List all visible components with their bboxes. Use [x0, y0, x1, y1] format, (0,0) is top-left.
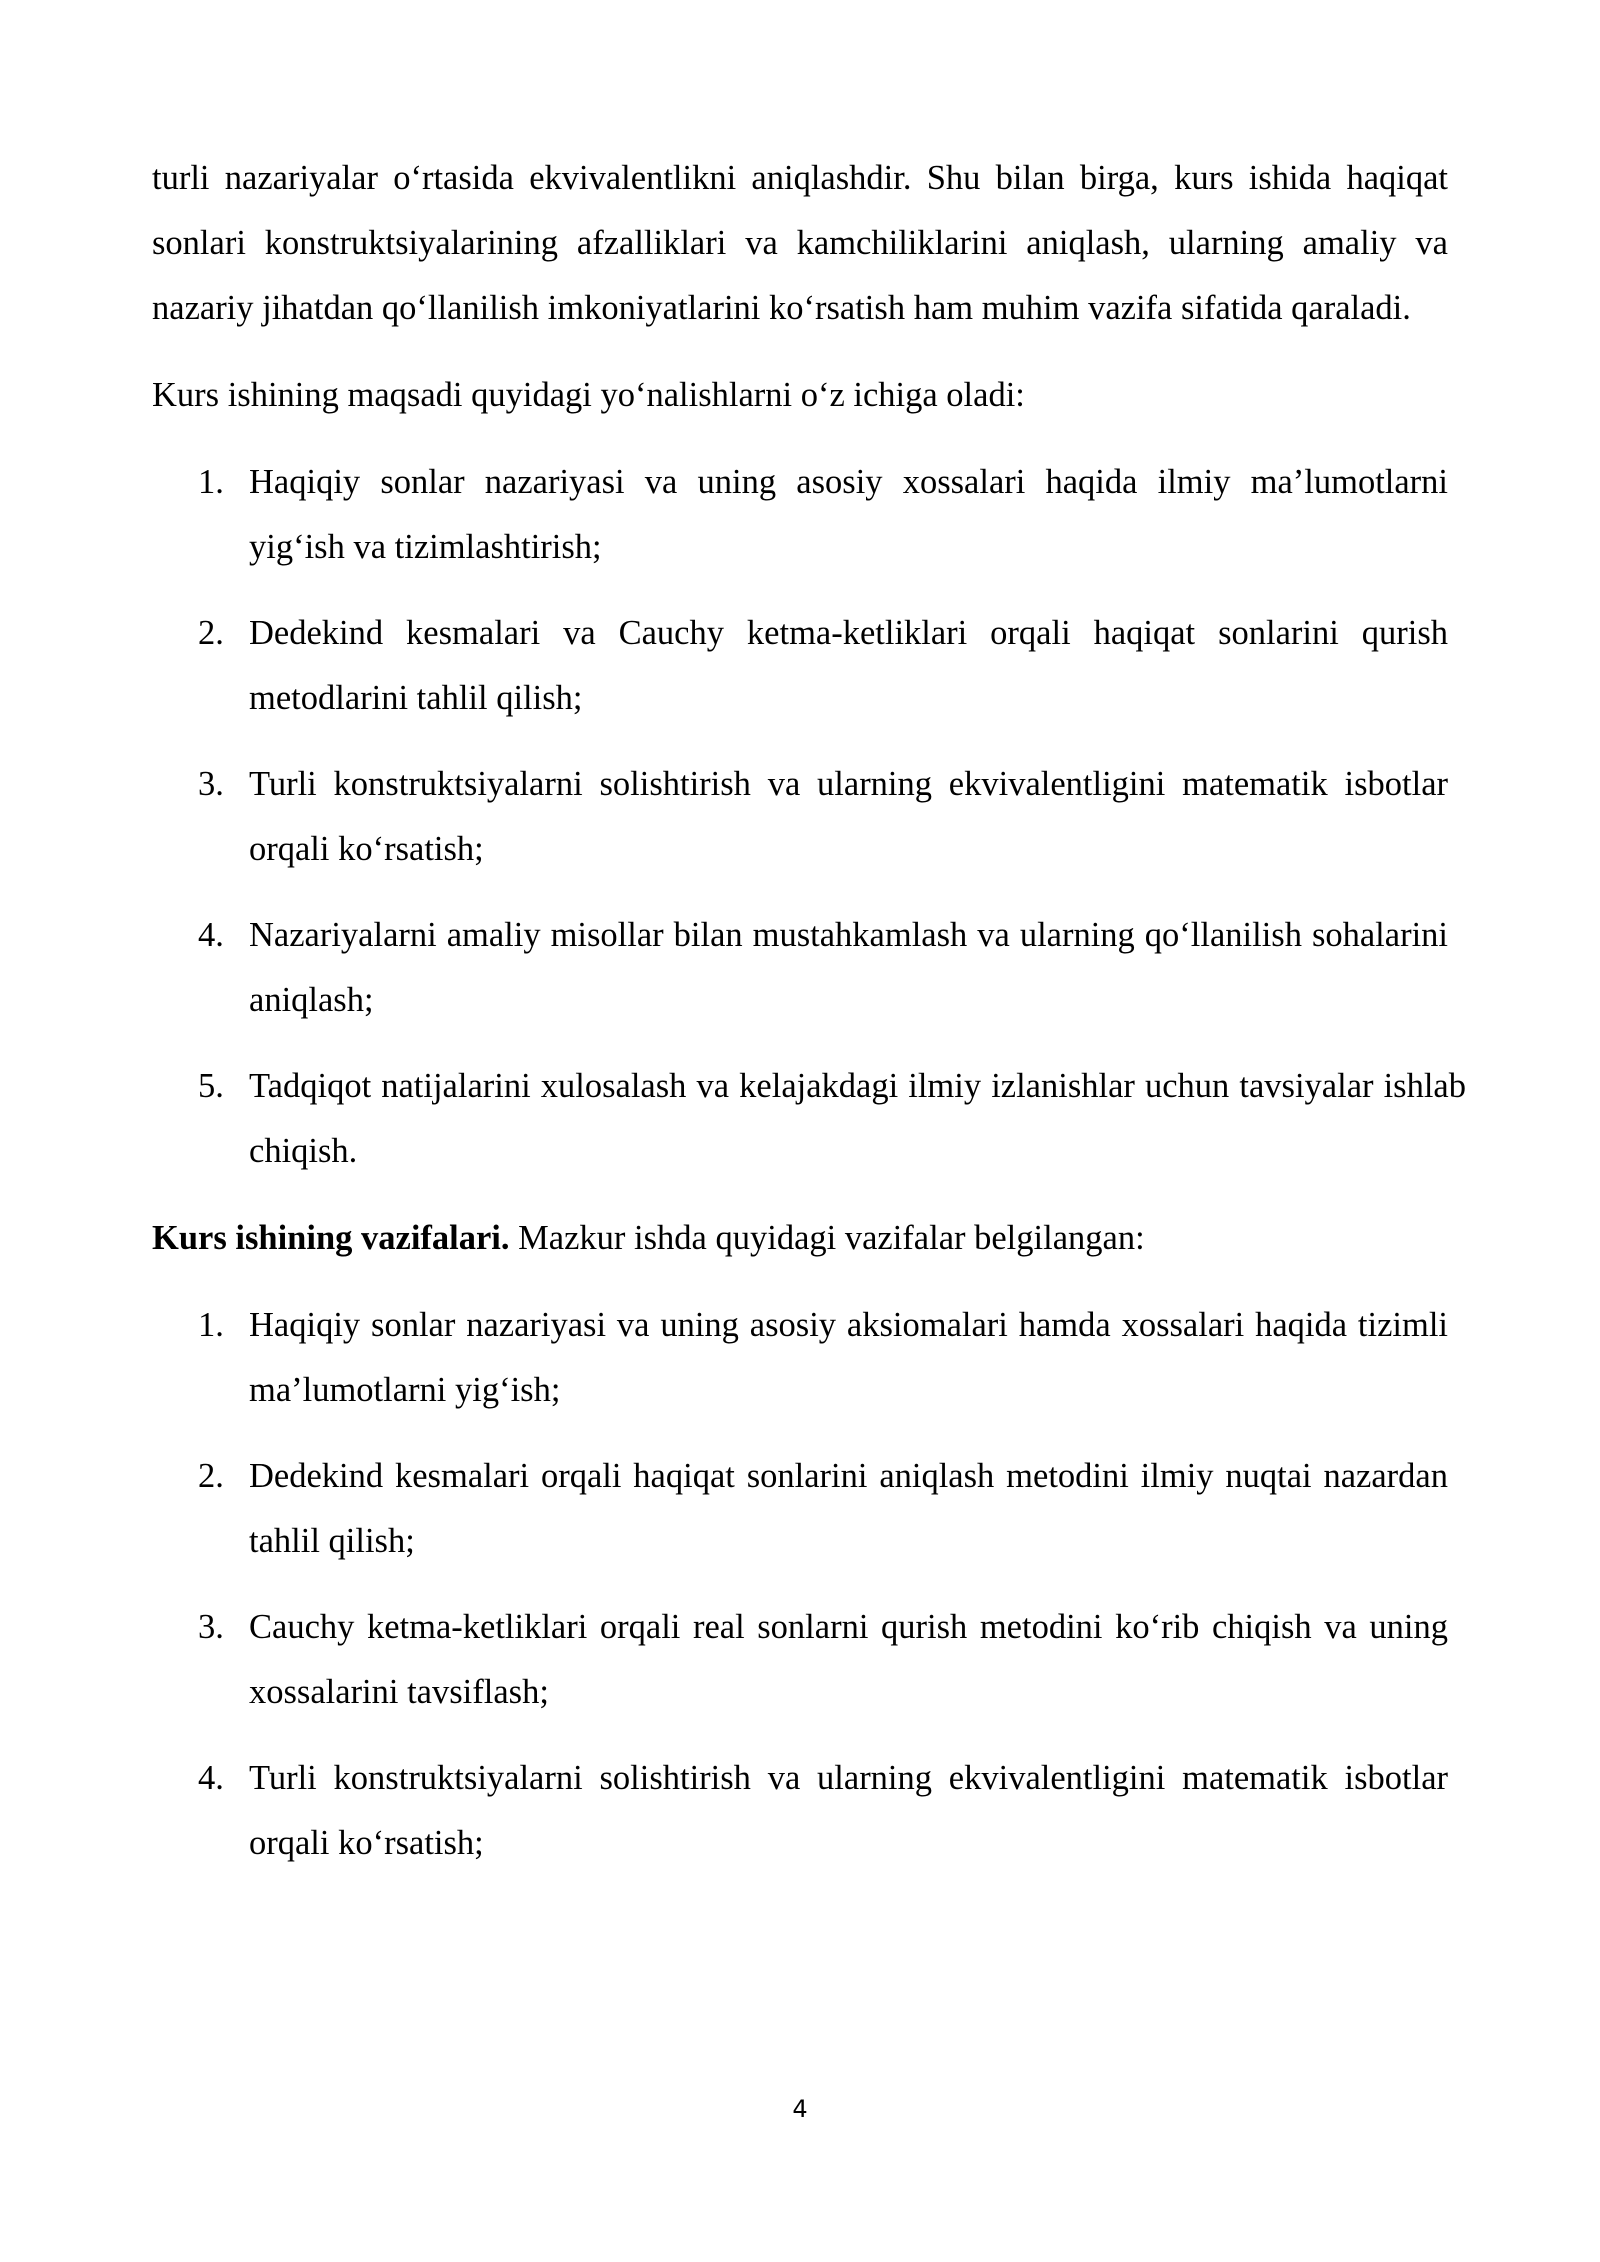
- list-item-text: Haqiqiy sonlar nazariyasi va uning asosiy xossalari haqida ilmiy ma’lumotlarni yig‘ish va tizimlashtirish;: [249, 463, 1448, 566]
- list-item-text: Turli konstruktsiyalarni solishtirish va ularning ekvivalentligini matematik isbotlar orqali ko‘rsatish;: [249, 1759, 1448, 1862]
- list-item-text: Haqiqiy sonlar nazariyasi va uning asosiy aksiomalari hamda xossalari haqida tizimli ma’lumotlarni yig‘ish;: [249, 1306, 1448, 1409]
- list-item-number: 2.: [198, 614, 224, 652]
- list-item: [152, 1746, 1448, 1876]
- list-item: [152, 1054, 1466, 1184]
- goals-list: [152, 450, 1466, 1184]
- list-item-number: 4.: [198, 1759, 224, 1797]
- opening-paragraph: turli nazariyalar o‘rtasida ekvivalentlikni aniqlashdir. Shu bilan birga, kurs ishida haqiqat sonlari konstruktsiyalarining afzalliklari va kamchiliklarini aniqlash, ularning amaliy va nazariy jihatdan qo‘llanilish imkoniyatlarini ko‘rsatish ham muhim vazifa sifatida qaraladi.: [152, 159, 1448, 327]
- list-item-number: 2.: [198, 1457, 224, 1495]
- tasks-paragraph: [152, 1206, 1448, 1271]
- list-item-number: 1.: [198, 463, 224, 501]
- list-item: [152, 752, 1448, 882]
- list-item-text: Nazariyalarni amaliy misollar bilan mustahkamlash va ularning qo‘llanilish sohalarini aniqlash;: [249, 916, 1448, 1019]
- list-item: [152, 1293, 1448, 1423]
- list-item-number: 3.: [198, 1608, 224, 1646]
- page-body: [152, 146, 1466, 1876]
- list-item-text: Dedekind kesmalari orqali haqiqat sonlarini aniqlash metodini ilmiy nuqtai nazardan tahlil qilish;: [249, 1457, 1448, 1560]
- list-item-text: Cauchy ketma-ketliklari orqali real sonlarni qurish metodini ko‘rib chiqish va uning xossalarini tavsiflash;: [249, 1608, 1448, 1711]
- page-number: 4: [792, 2095, 808, 2123]
- list-item: [152, 601, 1448, 731]
- list-item: [152, 903, 1448, 1033]
- tasks-intro: Mazkur ishda quyidagi vazifalar belgilangan:: [509, 1219, 1145, 1257]
- list-item-number: 5.: [198, 1067, 224, 1105]
- list-item: [152, 1595, 1448, 1725]
- list-item: [152, 1444, 1448, 1574]
- list-item-text: Tadqiqot natijalarini xulosalash va kelajakdagi ilmiy izlanishlar uchun tavsiyalar ishlab chiqish.: [249, 1067, 1466, 1170]
- list-item-text: Turli konstruktsiyalarni solishtirish va ularning ekvivalentligini matematik isbotlar orqali ko‘rsatish;: [249, 765, 1448, 868]
- list-item-number: 3.: [198, 765, 224, 803]
- list-item-text: Dedekind kesmalari va Cauchy ketma-ketliklari orqali haqiqat sonlarini qurish metodlarini tahlil qilish;: [249, 614, 1448, 717]
- list-item-number: 1.: [198, 1306, 224, 1344]
- goals-intro: Kurs ishining maqsadi quyidagi yo‘nalishlarni o‘z ichiga oladi:: [152, 376, 1025, 414]
- list-item-number: 4.: [198, 916, 224, 954]
- list-item: [152, 450, 1448, 580]
- tasks-heading: Kurs ishining vazifalari.: [152, 1219, 510, 1257]
- tasks-list: [152, 1293, 1448, 1876]
